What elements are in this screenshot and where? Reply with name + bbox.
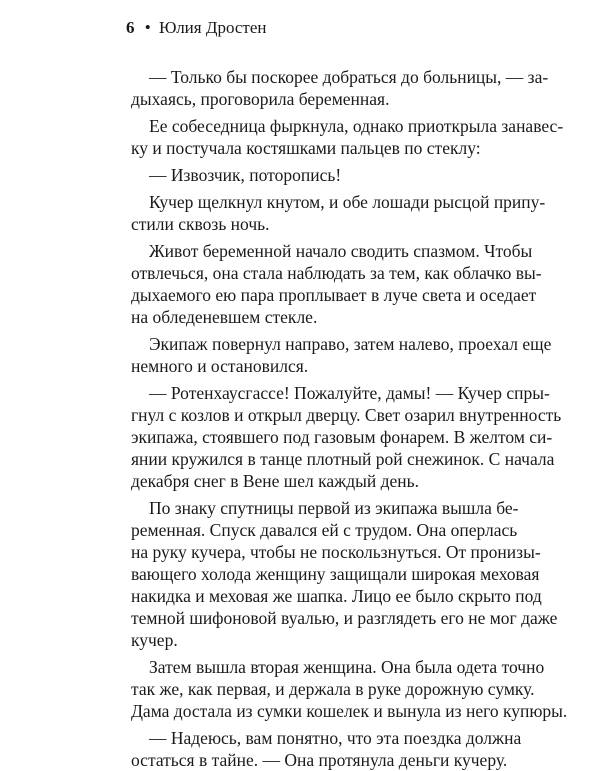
text-line: накидка и меховая же шапка. Лицо ее было скрыто под — [131, 586, 542, 606]
text-line: — Только бы поскорее добраться до больницы, — за- — [149, 67, 549, 87]
text-line: вающего холода женщину защищали широкая меховая — [131, 564, 540, 584]
text-line: отвлечься, она стала наблюдать за тем, как облачко вы- — [131, 263, 542, 283]
text-line: По знаку спутницы первой из экипажа вышла бе- — [149, 498, 519, 518]
text-line: дыхаясь, проговорила беременная. — [131, 89, 390, 109]
text-line: экипажа, стоявшего под газовым фонарем. В желтом си- — [131, 427, 553, 447]
text-line: гнул с козлов и открыл дверцу. Свет озарил внутренность — [131, 405, 562, 425]
text-line: Дама достала из сумки кошелек и вынула из него купюры. — [131, 701, 568, 721]
text-line: Затем вышла вторая женщина. Она была одета точно — [149, 657, 545, 677]
text-line: декабря снег в Вене шел каждый день. — [131, 471, 420, 491]
paragraph — [131, 164, 484, 186]
text-line: ку и постучала костяшками пальцев по стеклу: — [131, 138, 481, 158]
text-line: немного и остановился. — [131, 356, 309, 376]
paragraph — [131, 66, 549, 110]
text-line: остаться в тайне. — Она протянула деньги кучеру. — [131, 750, 508, 770]
paragraph — [131, 333, 552, 377]
text-line: стили сквозь ночь. — [131, 214, 270, 234]
running-head — [126, 17, 267, 39]
text-line: дыхаемого ею пара проплывает в луче света и оседает — [131, 285, 537, 305]
paragraph — [131, 115, 564, 159]
paragraph — [131, 656, 568, 722]
text-line: — Извозчик, поторопись! — [149, 165, 342, 185]
text-line: Живот беременной начало сводить спазмом. Чтобы — [149, 241, 533, 261]
text-line: янии кружился в танце плотный рой снежинок. С начала — [131, 449, 555, 469]
text-line: — Надеюсь, вам понятно, что эта поездка должна — [149, 728, 522, 748]
text-line: на руку кучера, чтобы не поскользнуться. От пронизы- — [131, 542, 541, 562]
page-number: 6 — [126, 18, 135, 37]
paragraph — [131, 240, 542, 328]
text-line: — Ротенхаусгассе! Пожалуйте, дамы! — Кучер спры- — [149, 383, 550, 403]
text-line: ременная. Спуск давался ей с трудом. Она оперлась — [131, 520, 518, 540]
paragraph — [131, 191, 546, 235]
header-separator: • — [144, 18, 151, 37]
text-line: Кучер щелкнул кнутом, и обе лошади рысцой припу- — [149, 192, 546, 212]
author-name: Юлия Дростен — [158, 18, 267, 37]
text-line: темной шифоновой вуалью, и разглядеть его не мог даже — [131, 608, 558, 628]
paragraph — [131, 382, 562, 492]
text-line: кучер. — [131, 630, 178, 650]
paragraph — [131, 497, 558, 651]
text-line: Экипаж повернул направо, затем налево, проехал еще — [149, 334, 552, 354]
text-line: Ее собеседница фыркнула, однако приоткрыла занавес- — [149, 116, 564, 136]
text-line: так же, как первая, и держала в руке дорожную сумку. — [131, 679, 535, 699]
text-line: на обледеневшем стекле. — [131, 307, 318, 327]
body-text — [131, 66, 568, 771]
paragraph — [131, 727, 522, 771]
